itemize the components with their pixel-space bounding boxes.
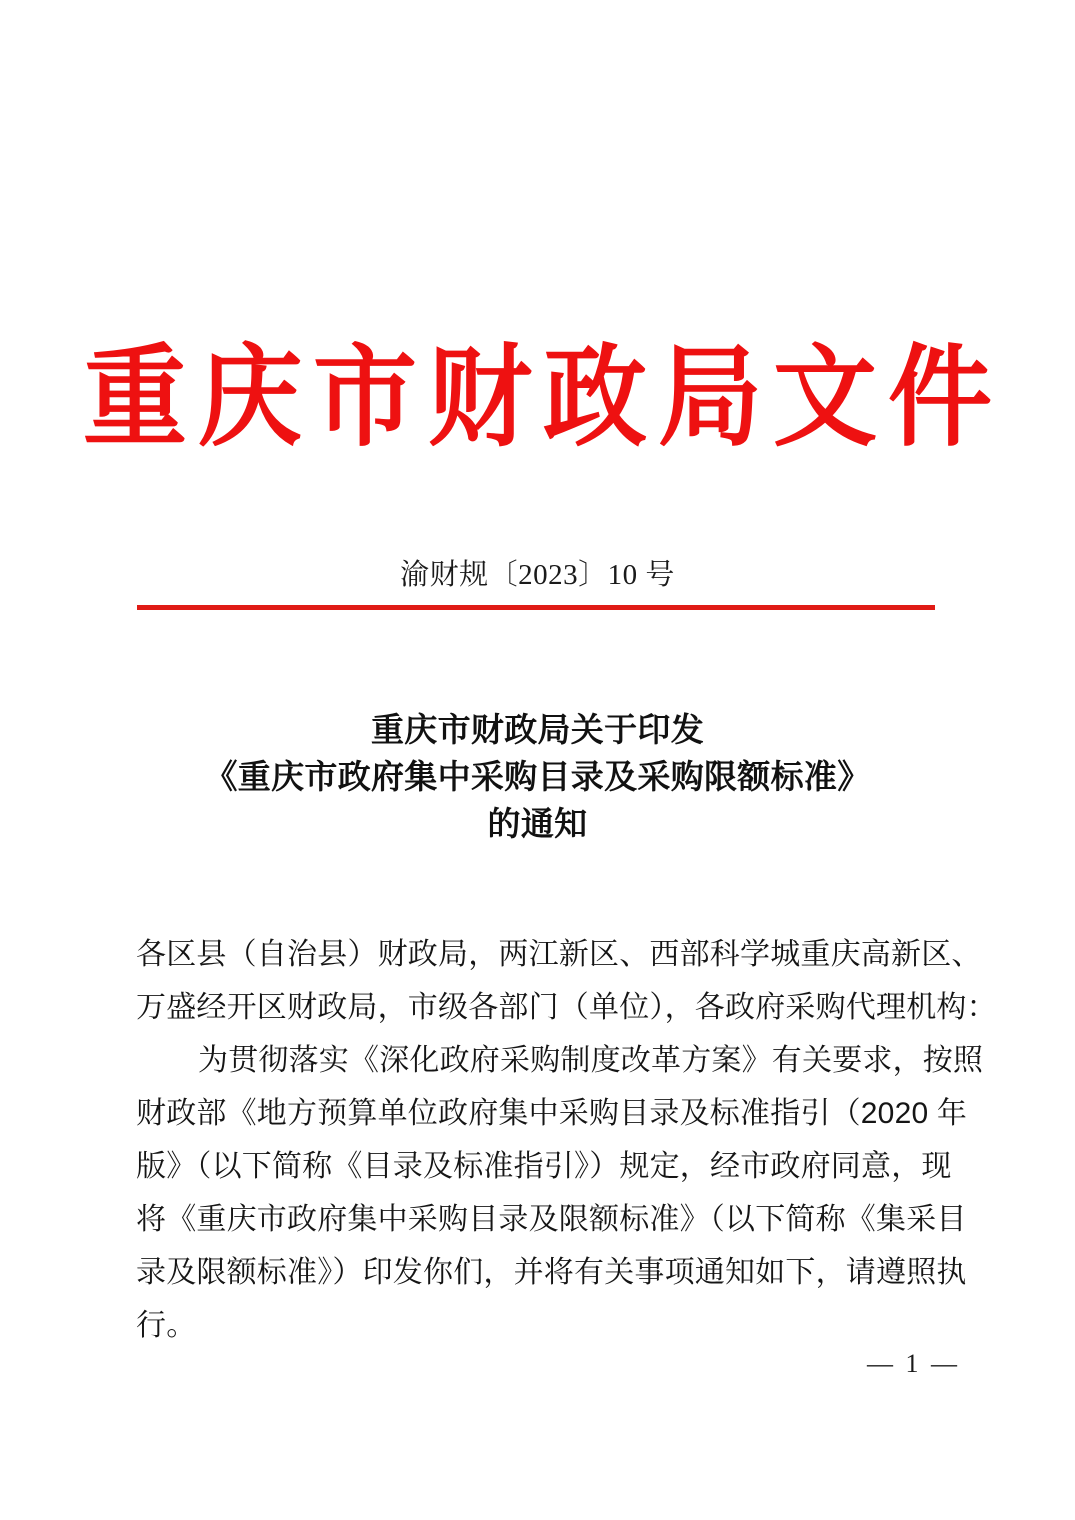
body-line-paragraph-1: 为贯彻落实《深化政府采购制度改革方案》有关要求，按照 xyxy=(198,1044,984,1077)
document-body xyxy=(136,928,997,1352)
page-footer xyxy=(0,1349,1075,1379)
body-line-paragraph-5: 录及限额标准》）印发你们，并将有关事项通知如下，请遵照执 xyxy=(136,1256,967,1289)
document-masthead xyxy=(0,338,1075,460)
document-title xyxy=(0,706,1075,847)
document-number-row xyxy=(0,557,1075,595)
body-line-paragraph-2: 财政部《地方预算单位政府集中采购目录及标准指引（2020 年 xyxy=(136,1097,968,1130)
document-number: 渝财规〔2023〕10 号 xyxy=(400,559,675,591)
body-line-paragraph-4: 将《重庆市政府集中采购目录及限额标准》（以下简称《集采目 xyxy=(136,1203,967,1236)
document-title-line-1: 重庆市财政局关于印发 xyxy=(371,711,704,748)
red-separator-rule xyxy=(137,605,935,610)
masthead-issuer-title: 重庆市财政局文件 xyxy=(82,338,1003,460)
document-title-line-2: 《重庆市政府集中采购目录及采购限额标准》 xyxy=(204,758,871,795)
body-line-addressee-2: 万盛经开区财政局，市级各部门（单位），各政府采购代理机构： xyxy=(136,991,997,1024)
body-line-paragraph-6: 行。 xyxy=(136,1309,197,1342)
body-line-paragraph-3: 版》（以下简称《目录及标准指引》）规定，经市政府同意，现 xyxy=(136,1150,952,1183)
document-title-line-3: 的通知 xyxy=(487,805,588,842)
page-number: — 1 — xyxy=(867,1349,960,1378)
body-line-addressee-1: 各区县（自治县）财政局，两江新区、西部科学城重庆高新区、 xyxy=(136,938,982,971)
